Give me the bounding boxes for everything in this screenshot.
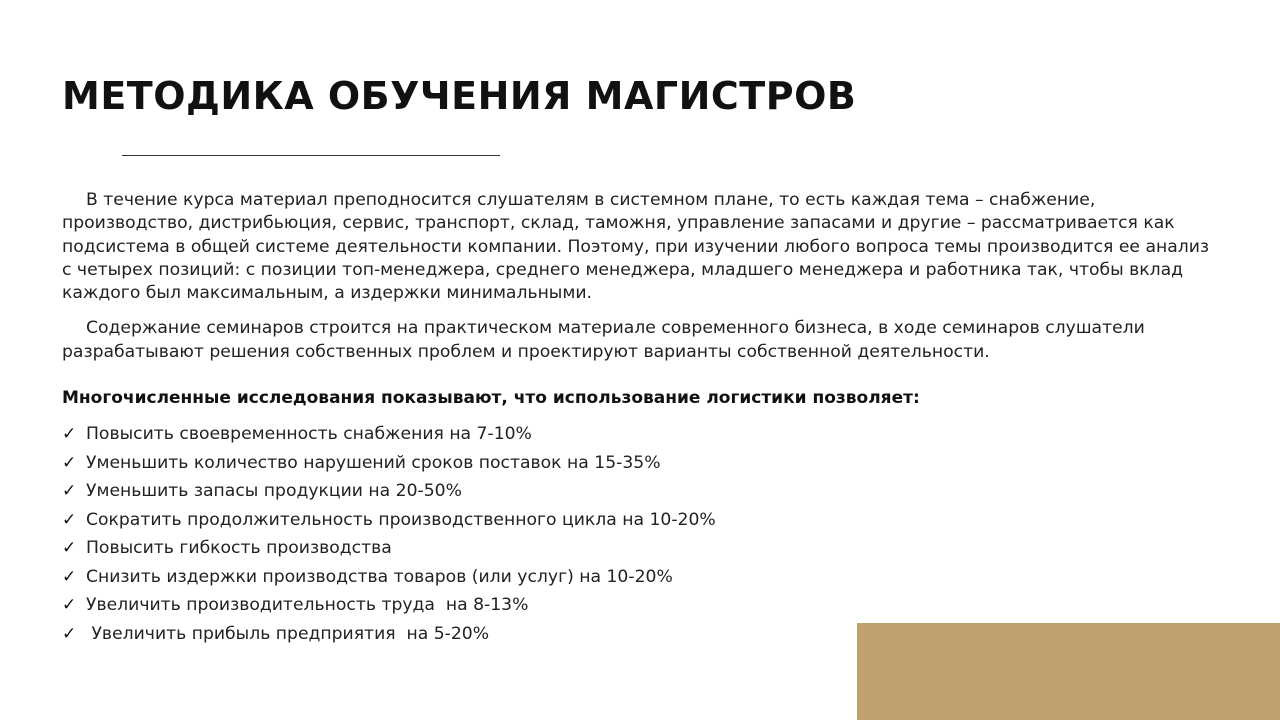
paragraph-seminars: Содержание семинаров строится на практическом материале современного бизнеса, в ходе семинаров слушатели разрабатывают решения собственных проблем и проектируют варианты собственной деятельности. — [62, 318, 1145, 362]
list-item — [62, 563, 716, 592]
benefits-lead: Многочисленные исследования показывают, что использование логистики позволяет: — [62, 388, 920, 408]
list-item-text: Увеличить производительность труда на 8-13% — [86, 595, 529, 615]
list-item-text: Сократить продолжительность производственного цикла на 10-20% — [86, 509, 716, 530]
body-text — [62, 189, 1222, 364]
title-divider — [122, 155, 500, 156]
list-item — [62, 591, 716, 620]
list-item — [62, 620, 716, 649]
check-mark-icon: ✓ — [62, 595, 77, 615]
benefits-list — [62, 420, 716, 648]
list-item — [62, 477, 716, 506]
list-item-text: Уменьшить запасы продукции на 20-50% — [86, 481, 462, 501]
check-mark-icon: ✓ — [62, 623, 77, 644]
paragraph-course-method: В течение курса материал преподносится слушателям в системном плане, то есть каждая тема – снабжение, производство, дистрибьюция, сервис, транспорт, склад, таможня, управление запасами и другие – рассматривается как подсистема в общей системе деятельности компании. Поэтому, при изучении любого вопроса темы производится ее анализ с четырех позиций: с позиции топ-менеджера, среднего менеджера, младшего менеджера и работника так, чтобы вклад каждого был максимальным, а издержки минимальными. — [62, 190, 1210, 304]
list-item — [62, 506, 716, 535]
accent-block — [857, 623, 1280, 720]
slide-title: МЕТОДИКА ОБУЧЕНИЯ МАГИСТРОВ — [62, 74, 857, 118]
check-mark-icon: ✓ — [62, 509, 77, 530]
check-mark-icon: ✓ — [62, 566, 77, 587]
list-item — [62, 420, 716, 449]
list-item-text: Повысить гибкость производства — [86, 538, 392, 558]
list-item — [62, 534, 716, 563]
list-item-text: Уменьшить количество нарушений сроков поставок на 15-35% — [86, 452, 661, 473]
check-mark-icon: ✓ — [62, 424, 77, 444]
list-item-text: Увеличить прибыль предприятия на 5-20% — [86, 623, 490, 644]
check-mark-icon: ✓ — [62, 538, 77, 558]
list-item-text: Снизить издержки производства товаров (или услуг) на 10-20% — [86, 566, 673, 587]
check-mark-icon: ✓ — [62, 452, 77, 473]
list-item-text: Повысить своевременность снабжения на 7-10% — [86, 424, 532, 444]
check-mark-icon: ✓ — [62, 481, 77, 501]
list-item — [62, 449, 716, 478]
